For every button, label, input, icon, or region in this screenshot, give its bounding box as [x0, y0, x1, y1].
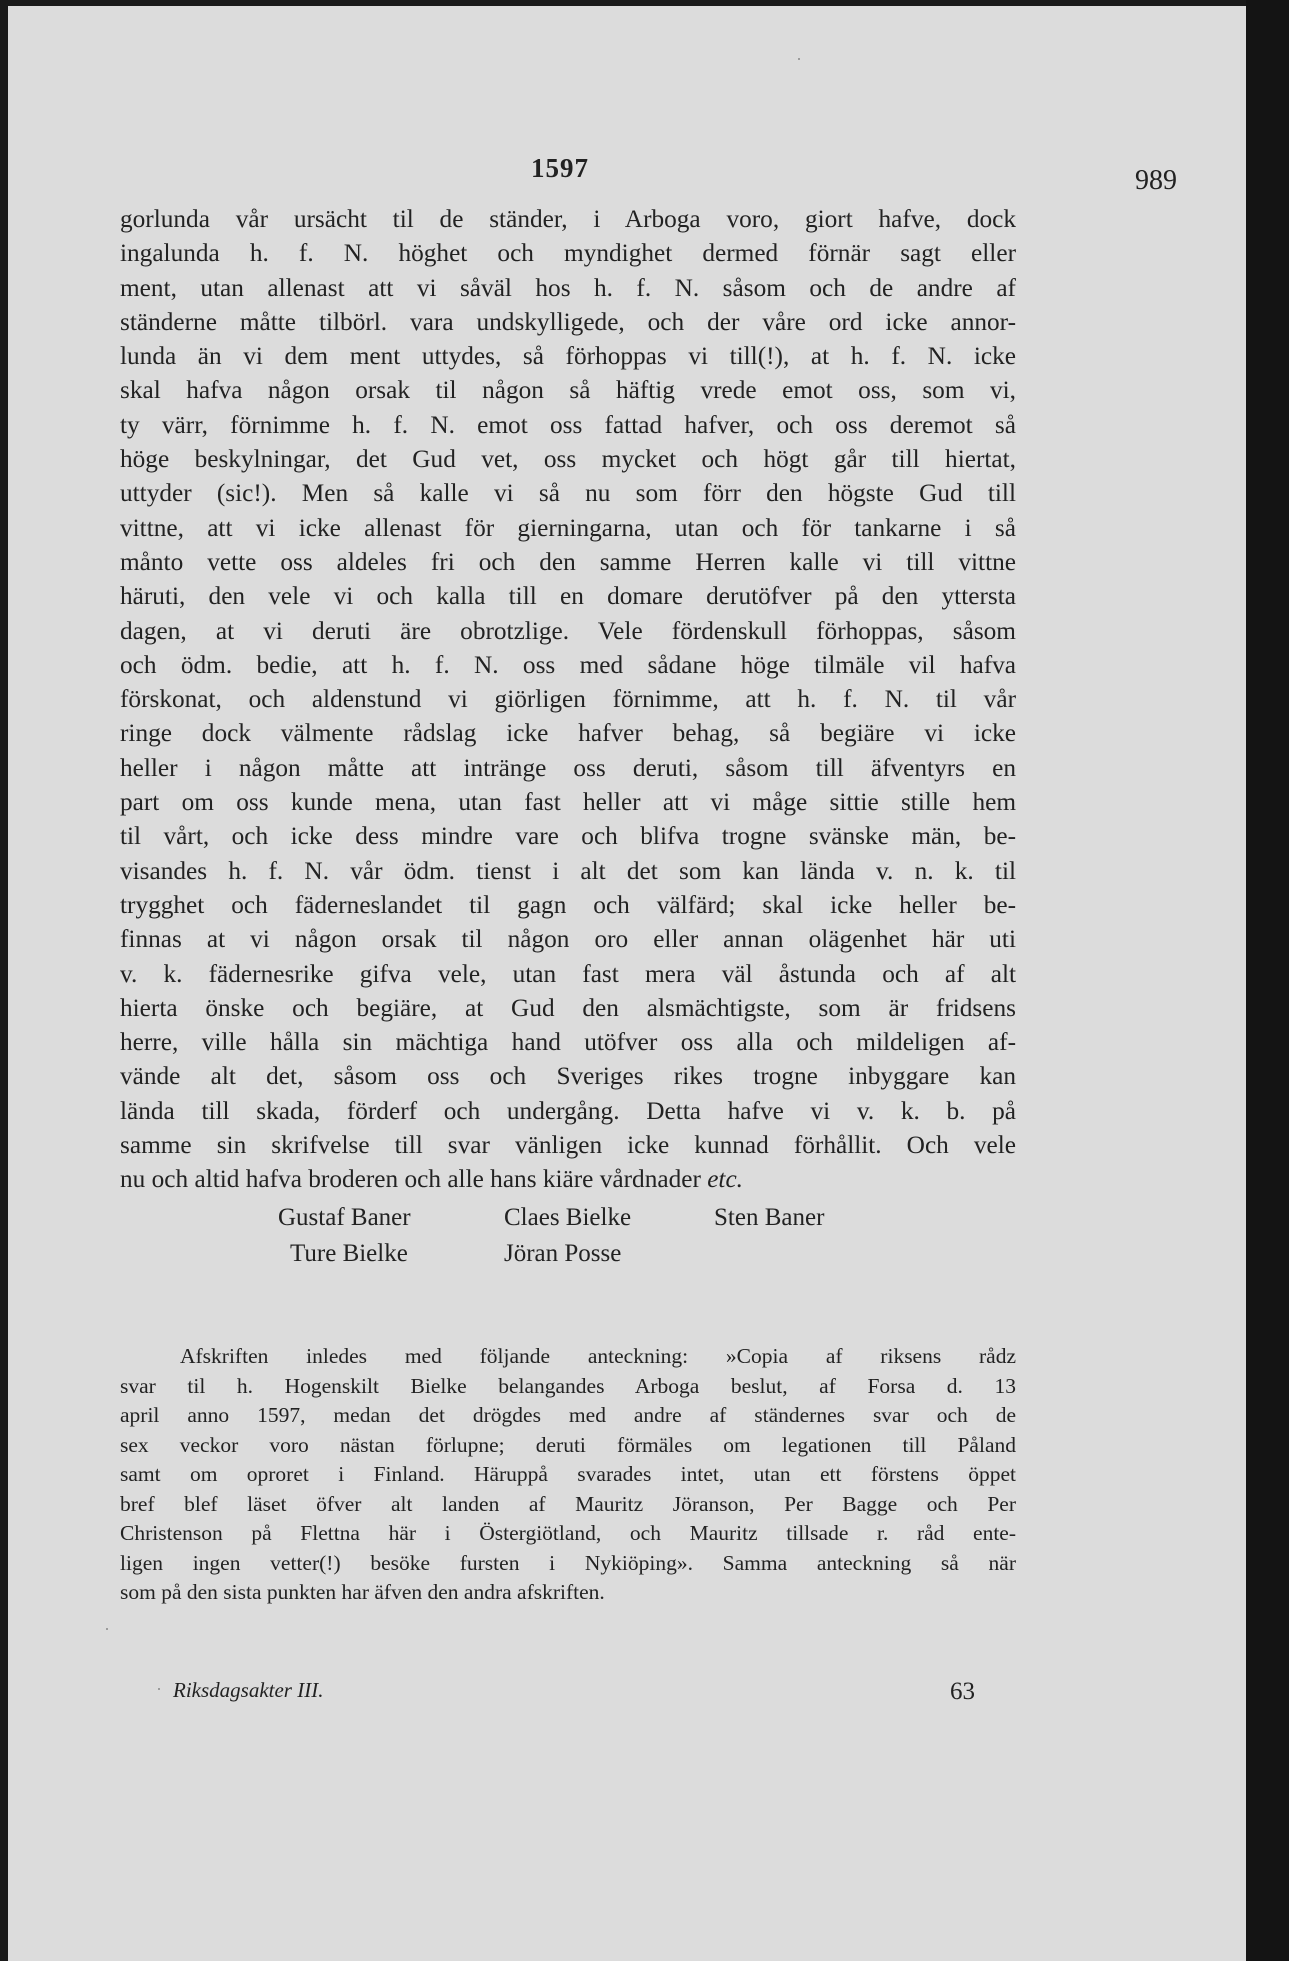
- note-line: sex veckor voro nästan förlupne; deruti förmäles om legationen till Påland: [120, 1432, 1016, 1457]
- text-line: förskonat, och aldenstund vi giörligen förnimme, att h. f. N. til vår: [120, 685, 1016, 714]
- footer-volume-title: Riksdagsakter III.: [173, 1678, 324, 1702]
- signature: Sten Baner: [714, 1204, 825, 1231]
- signatures: [278, 1200, 824, 1272]
- note-line: bref blef läset öfver alt landen af Mauritz Jöranson, Per Bagge och Per: [120, 1491, 1016, 1516]
- text-line: och ödm. bedie, att h. f. N. oss med sådane höge tilmäle vil hafva: [120, 650, 1016, 679]
- text-line: finnas at vi någon orsak til någon oro eller annan olägenhet här uti: [120, 925, 1016, 954]
- etc-abbrev: etc.: [707, 1165, 744, 1194]
- note-line: svar til h. Hogenskilt Bielke belangandes Arboga beslut, af Forsa d. 13: [120, 1373, 1016, 1398]
- paper-speck: [106, 1628, 108, 1630]
- note-line: Christenson på Flettna här i Östergiötland, och Mauritz tillsade r. råd ente-: [120, 1521, 1016, 1545]
- text-line: heller i någon måtte att intränge oss deruti, såsom till äfventyrs en: [120, 753, 1016, 782]
- text-line: häruti, den vele vi och kalla till en domare derutöfver på den yttersta: [120, 582, 1016, 611]
- footer-sheet-number: 63: [950, 1678, 975, 1705]
- text-line: höge beskylningar, det Gud vet, oss mycket och högt går till hiertat,: [120, 445, 1016, 474]
- note-line: ligen ingen vetter(!) besöke fursten i Nykiöping». Samma anteckning så när: [120, 1550, 1016, 1575]
- signature: Claes Bielke: [504, 1204, 632, 1231]
- paper-speck: [798, 58, 800, 60]
- note-line: samt om oproret i Finland. Häruppå svarades intet, utan ett förstens öppet: [120, 1462, 1016, 1486]
- text-line: skal hafva någon orsak til någon så häftig vrede emot oss, som vi,: [120, 376, 1016, 405]
- text-line: vittne, att vi icke allenast för gierningarna, utan och för tankarne i så: [120, 513, 1016, 542]
- text-line: herre, ville hålla sin mächtiga hand utöfver oss alla och mildeligen af-: [120, 1028, 1016, 1057]
- main-text: [120, 202, 1016, 1197]
- scan-edge: [1246, 0, 1289, 1961]
- text-line: vände alt det, såsom oss och Sveriges rikes trogne inbyggare kan: [120, 1062, 1016, 1091]
- paper-speck: [158, 1688, 160, 1690]
- text-line: dagen, at vi deruti äre obrotzlige. Vele fördenskull förhoppas, såsom: [120, 616, 1016, 645]
- note-line: som på den sista punkten har äfven den andra afskriften.: [120, 1580, 605, 1604]
- text-line: v. k. fädernesrike gifva vele, utan fast mera väl åstunda och af alt: [120, 959, 1016, 988]
- signature-row-1: [278, 1200, 824, 1236]
- text-line: til vårt, och icke dess mindre vare och blifva trogne svänske män, be-: [120, 822, 1016, 851]
- text-line: lunda än vi dem ment uttydes, så förhoppas vi till(!), at h. f. N. icke: [120, 342, 1016, 371]
- year-heading: 1597: [531, 153, 589, 183]
- editorial-note: [120, 1342, 1016, 1608]
- text-line: samme sin skrifvelse till svar vänligen icke kunnad förhållit. Och vele: [120, 1131, 1016, 1160]
- text-line: part om oss kunde mena, utan fast heller att vi måge sittie stille hem: [120, 788, 1016, 817]
- text-line: trygghet och fäderneslandet til gagn och välfärd; skal icke heller be-: [120, 890, 1016, 919]
- signature: Jöran Posse: [504, 1240, 622, 1267]
- text-line: ständerne måtte tilbörl. vara undskylligede, och der våre ord icke annor-: [120, 307, 1016, 336]
- text-line: uttyder (sic!). Men så kalle vi så nu som förr den högste Gud till: [120, 479, 1016, 508]
- text-line: visandes h. f. N. vår ödm. tienst i alt det som kan lända v. n. k. til: [120, 856, 1016, 885]
- text-line: ringe dock välmente rådslag icke hafver behag, så begiäre vi icke: [120, 719, 1016, 748]
- signature: Ture Bielke: [290, 1240, 408, 1267]
- document-page: [8, 6, 1246, 1961]
- signature-row-2: [278, 1236, 824, 1272]
- note-line: Afskriften inledes med följande anteckning: »Copia af riksens rådz: [180, 1344, 1016, 1368]
- note-line: april anno 1597, medan det drögdes med andre af ständernes svar och de: [120, 1403, 1016, 1427]
- signature: Gustaf Baner: [278, 1204, 411, 1231]
- page-number: 989: [1135, 165, 1177, 196]
- text-line: månto vette oss aldeles fri och den samme Herren kalle vi till vittne: [120, 547, 1016, 576]
- text-line: gorlunda vår ursächt til de ständer, i Arboga voro, giort hafve, dock: [120, 205, 1016, 233]
- text-line: hierta önske och begiäre, at Gud den alsmächtigste, som är fridsens: [120, 993, 1016, 1022]
- text-line: ty värr, förnimme h. f. N. emot oss fattad hafver, och oss deremot så: [120, 410, 1016, 439]
- text-line: ingalunda h. f. N. höghet och myndighet dermed förnär sagt eller: [120, 239, 1016, 268]
- text-line: nu och altid hafva broderen och alle hans kiäre vårdnader etc.: [120, 1165, 744, 1194]
- text-line: ment, utan allenast att vi såväl hos h. f. N. såsom och de andre af: [120, 273, 1016, 302]
- page-header: [8, 153, 1246, 196]
- text-line: lända till skada, förderf och undergång. Detta hafve vi v. k. b. på: [120, 1096, 1016, 1125]
